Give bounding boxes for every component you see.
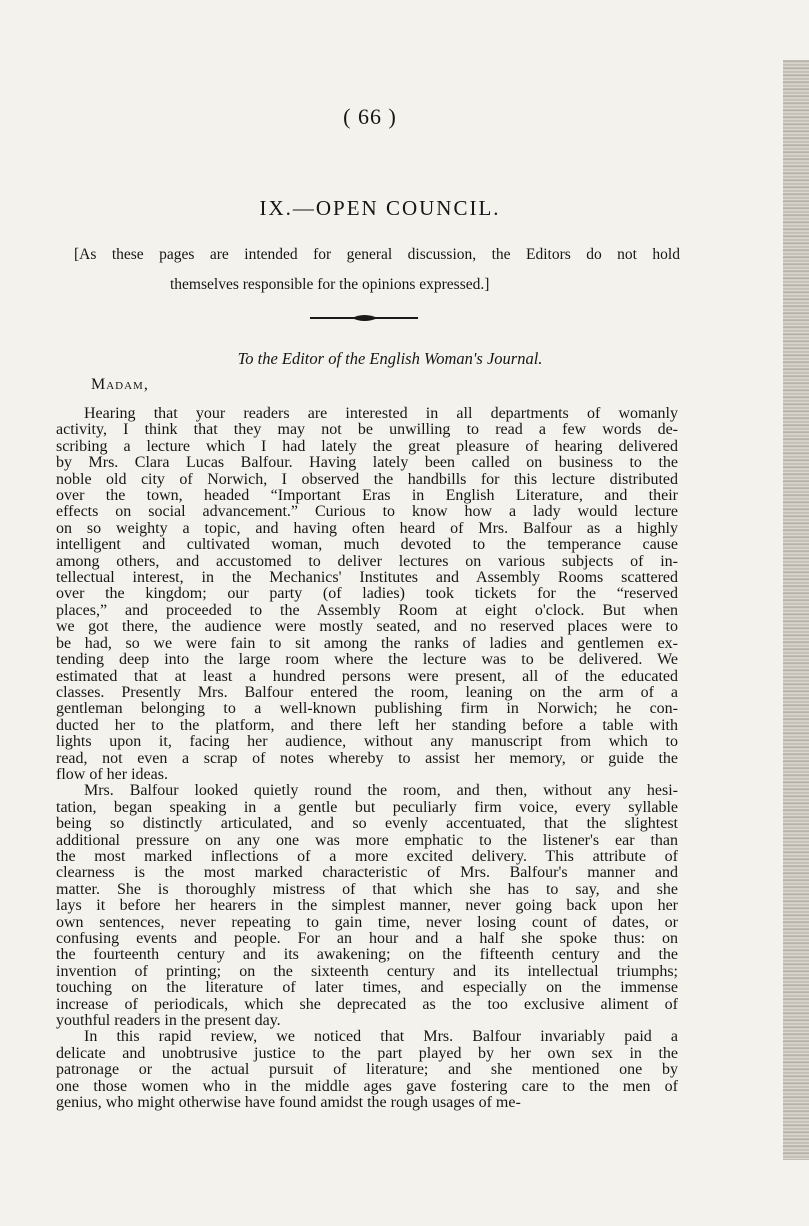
page-binding-edge [783, 60, 809, 1160]
text-line: lays it before her hearers in the simplest manner, never going back upon her [56, 897, 678, 915]
text-line: one those women who in the middle ages gave fostering care to the men of [56, 1077, 678, 1095]
text-line: tellectual interest, in the Mechanics' Institutes and Assembly Rooms scattered [56, 569, 678, 587]
text-line: on so weighty a topic, and having often heard of Mrs. Balfour as a highly [56, 519, 678, 537]
text-line: estimated that at least a hundred persons were present, all of the educated [56, 667, 678, 685]
letter-paragraph [56, 783, 678, 1029]
letter-heading: To the Editor of the English Woman's Journal. [237, 349, 543, 368]
section-divider-ornament [308, 311, 420, 325]
text-line: Mrs. Balfour looked quietly round the room, and then, without any hesi- [84, 782, 678, 800]
text-line: read, not even a scrap of notes whereby to assist her memory, or guide the [56, 749, 678, 767]
text-line: tending deep into the large room where the lecture was to be delivered. We [56, 651, 678, 669]
text-line: tation, began speaking in a gentle but peculiarly firm voice, every syllable [56, 798, 678, 816]
text-line: by Mrs. Clara Lucas Balfour. Having lately been called on business to the [56, 454, 678, 472]
editor-note-line-1: [As these pages are intended for general discussion, the Editors do not hold [74, 246, 680, 263]
letter-salutation: Madam, [91, 376, 149, 393]
text-line: genius, who might otherwise have found amidst the rough usages of me- [56, 1094, 521, 1112]
text-line: flow of her ideas. [56, 765, 168, 783]
text-line: we got there, the audience were mostly seated, and no reserved places were to [56, 618, 678, 636]
text-line: classes. Presently Mrs. Balfour entered the room, leaning on the arm of a [56, 683, 678, 701]
text-line: clearness is the most marked characteristic of Mrs. Balfour's manner and [56, 864, 678, 882]
text-line: effects on social advancement.” Curious to know how a lady would lecture [56, 503, 678, 521]
text-line: touching on the literature of later times, and especially on the immense [56, 979, 678, 997]
text-line: invention of printing; on the sixteenth century and its intellectual triumphs; [56, 962, 678, 980]
section-title: IX.—OPEN COUNCIL. [259, 196, 501, 220]
text-line: ducted her to the platform, and there left her standing before a table with [56, 716, 678, 734]
text-line: places,” and proceeded to the Assembly Room at eight o'clock. But when [56, 601, 678, 619]
text-line: noble old city of Norwich, I observed the handbills for this lecture distributed [56, 470, 678, 488]
text-line: the most marked inflections of a more excited delivery. This attribute of [56, 847, 678, 865]
text-line: matter. She is thoroughly mistress of that which she has to say, and she [56, 880, 678, 898]
editor-note-line-2: themselves responsible for the opinions expressed.] [170, 276, 490, 293]
text-line: intelligent and cultivated woman, much devoted to the temperance cause [56, 536, 678, 554]
text-line: over the town, headed “Important Eras in English Literature, and their [56, 487, 678, 505]
text-line: lights upon it, facing her audience, without any manuscript from which to [56, 733, 678, 751]
text-line: Hearing that your readers are interested in all departments of womanly [84, 405, 678, 422]
text-line: scribing a lecture which I had lately the great pleasure of hearing delivered [56, 437, 678, 455]
text-line: additional pressure on any one was more emphatic to the listener's ear than [56, 831, 678, 849]
letter-paragraph [56, 1029, 678, 1111]
text-line: gentleman belonging to a well-known publishing firm in Norwich; he con- [56, 700, 678, 718]
text-line: being so distinctly articulated, and so evenly accentuated, that the slightest [56, 815, 678, 833]
editor-note [74, 240, 680, 300]
text-line: own sentences, never repeating to gain time, never losing count of dates, or [56, 913, 678, 931]
text-line: activity, I think that they may not be unwilling to read a few words de- [56, 421, 678, 439]
text-line: confusing events and people. For an hour and a half she spoke thus: on [56, 930, 678, 947]
text-line: over the kingdom; our party (of ladies) took tickets for the “reserved [56, 585, 678, 603]
text-line: be had, so we were fain to sit among the ranks of ladies and gentlemen ex- [56, 634, 678, 652]
text-line: among others, and accustomed to deliver lectures on various subjects of in- [56, 552, 678, 570]
text-line: youthful readers in the present day. [56, 1012, 281, 1030]
text-line: delicate and unobtrusive justice to the part played by her own sex in the [56, 1044, 678, 1062]
text-line: In this rapid review, we noticed that Mrs. Balfour invariably paid a [84, 1028, 678, 1046]
text-line: increase of periodicals, which she deprecated as the too exclusive aliment of [56, 995, 678, 1013]
page-number: ( 66 ) [343, 104, 397, 129]
text-line: patronage or the actual pursuit of literature; and she mentioned one by [56, 1061, 678, 1079]
text-line: the fourteenth century and its awakening; on the fifteenth century and the [56, 946, 678, 964]
letter-body [56, 406, 678, 1111]
letter-paragraph [56, 406, 678, 783]
